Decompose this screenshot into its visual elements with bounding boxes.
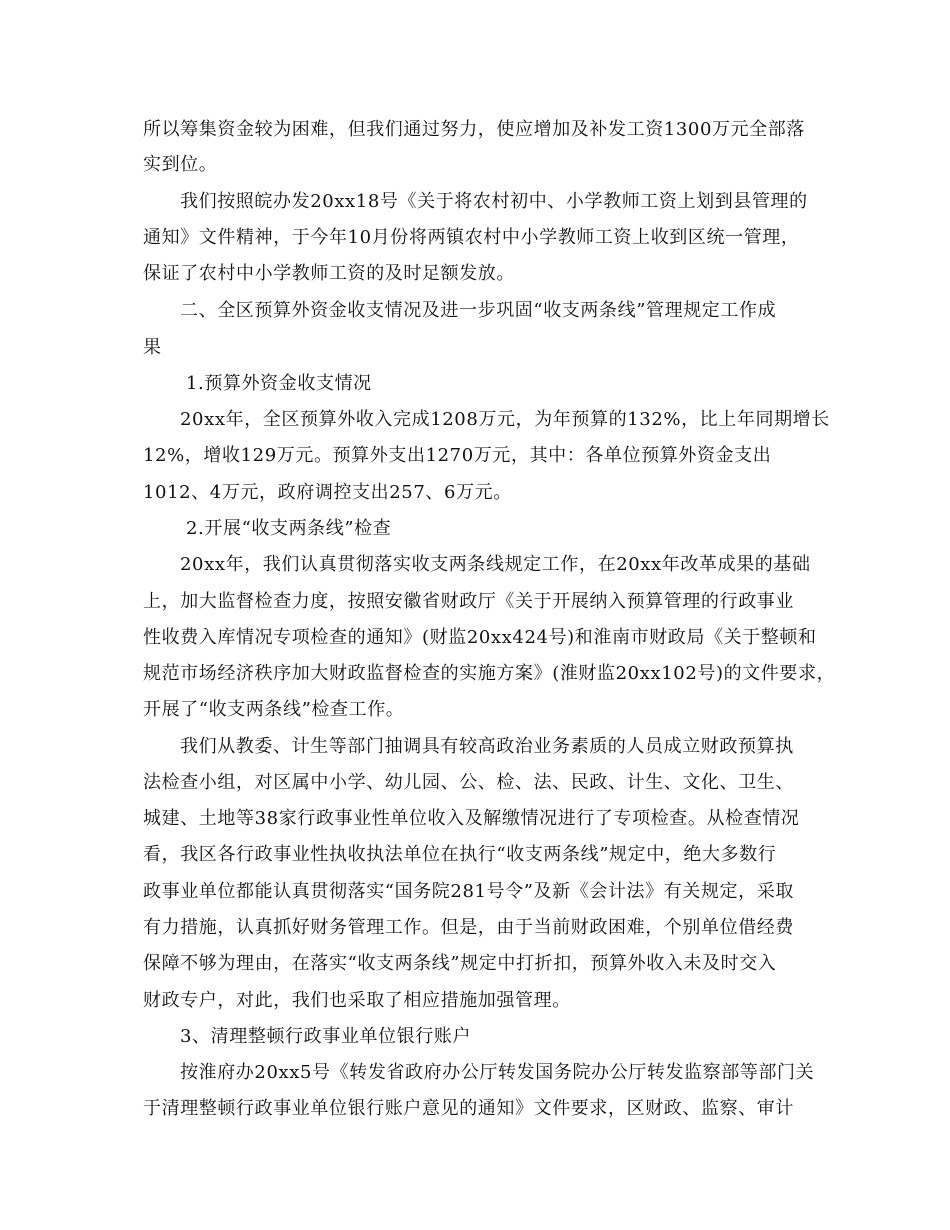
text-line: 实到位。 (143, 154, 218, 175)
text-line: 有力措施，认真抓好财务管理工作。但是，由于当前财政困难，个别单位借经费 (143, 917, 794, 938)
text-line: 上，加大监督检查力度，按照安徽省财政厅《关于开展纳入预算管理的行政事业 (143, 591, 794, 612)
subsection-heading: 1.预算外资金收支情况 (186, 373, 372, 394)
text-line: 1012、4万元，政府调控支出257、6万元。 (143, 482, 512, 503)
text-line: 所以筹集资金较为困难，但我们通过努力，使应增加及补发工资1300万元全部落 (143, 119, 806, 140)
text-line: 看，我区各行政事业性执收执法单位在执行“收支两条线”规定中，绝大多数行 (143, 844, 777, 865)
section-heading: 二、全区预算外资金收支情况及进一步巩固“收支两条线”管理规定工作成 (180, 300, 777, 321)
text-line: 开展了“收支两条线”检查工作。 (143, 699, 405, 720)
text-line: 财政专户，对此，我们也采取了相应措施加强管理。 (143, 990, 571, 1011)
text-line: 城建、土地等38家行政事业性单位收入及解缴情况进行了专项检查。从检查情况 (143, 808, 800, 829)
text-line: 20xx年，全区预算外收入完成1208万元，为年预算的132%，比上年同期增长 (180, 409, 830, 430)
text-line: 我们从教委、计生等部门抽调具有较高政治业务素质的人员成立财政预算执 (180, 736, 794, 757)
text-line: 12%，增收129万元。预算外支出1270万元，其中：各单位预算外资金支出 (143, 445, 772, 466)
text-line: 我们按照皖办发20xx18号《关于将农村初中、小学教师工资上划到县管理的 (180, 191, 808, 212)
text-line: 通知》文件精神，于今年10月份将两镇农村中小学教师工资上收到区统一管理， (143, 227, 800, 248)
text-line: 于清理整顿行政事业单位银行账户意见的通知》文件要求，区财政、监察、审计 (143, 1098, 794, 1119)
text-line: 保障不够为理由，在落实“收支两条线”规定中打折扣，预算外收入未及时交入 (143, 953, 777, 974)
text-line: 20xx年，我们认真贯彻落实收支两条线规定工作，在20xx年改革成果的基础 (180, 554, 811, 575)
text-line: 规范市场经济秩序加大财政监督检查的实施方案》(淮财监20xx102号)的文件要求， (143, 663, 836, 684)
text-line: 性收费入库情况专项检查的通知》(财监20xx424号)和淮南市财政局《关于整顿和 (143, 627, 817, 648)
text-line: 法检查小组，对区属中小学、幼儿园、公、检、法、民政、计生、文化、卫生、 (143, 772, 794, 793)
section-heading-continued: 果 (143, 337, 162, 358)
text-line: 按淮府办20xx5号《转发省政府办公厅转发国务院办公厅转发监察部等部门关 (180, 1062, 815, 1083)
subsection-heading: 3、清理整顿行政事业单位银行账户 (180, 1026, 472, 1047)
text-line: 政事业单位都能认真贯彻落实“国务院281号令”及新《会计法》有关规定，采取 (143, 881, 794, 902)
text-line: 保证了农村中小学教师工资的及时足额发放。 (143, 263, 515, 284)
subsection-heading: 2.开展“收支两条线”检查 (186, 518, 392, 539)
